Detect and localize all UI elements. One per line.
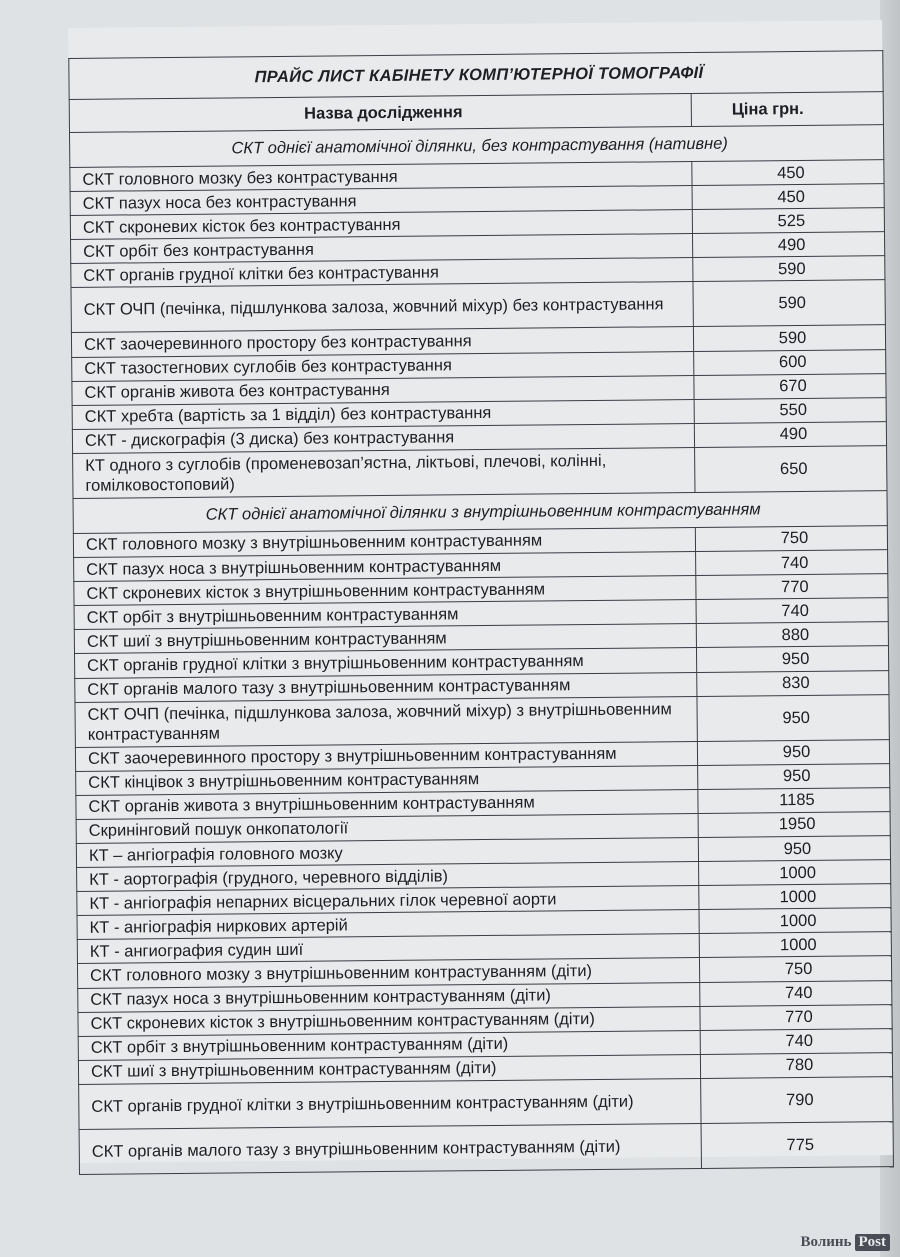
exam-name: СКТ органів малого тазу з внутрішньовенним контрастуванням (діти) (79, 1123, 701, 1174)
exam-name: СКТ скроневих кісток без контрастування (70, 210, 692, 240)
exam-name: СКТ хребта (вартість за 1 відділ) без контрастування (72, 399, 694, 429)
exam-price: 650 (695, 446, 887, 493)
exam-name: СКТ органів грудної клітки без контрастування (71, 258, 693, 288)
exam-name: СКТ органів живота без контрастування (72, 375, 694, 405)
exam-name: СКТ органів грудної клітки з внутрішньовенним контрастуванням (діти) (79, 1078, 701, 1129)
exam-name: КТ - аортографія (грудного, черевного відділів) (77, 862, 699, 892)
exam-name: СКТ органів грудної клітки з внутрішньовенним контрастуванням (75, 648, 697, 678)
exam-name: КТ одного з суглобів (променевозап’ястна, ліктьові, плечові, колінні, гомілковостоповий) (73, 447, 695, 498)
exam-price: 1185 (698, 787, 890, 813)
exam-name: СКТ заочеревинного простору без контрастування (71, 327, 693, 357)
table-row (75, 694, 889, 747)
price-table (68, 50, 894, 1175)
exam-price: 1000 (699, 932, 891, 958)
section-heading: СКТ однієї анатомічної ділянки з внутрішньовенним контрастуванням (73, 491, 887, 534)
exam-name: СКТ пазух носа без контрастування (70, 186, 692, 216)
exam-price: 770 (696, 574, 888, 600)
exam-price: 740 (700, 980, 892, 1006)
exam-price: 740 (700, 1028, 892, 1054)
exam-price: 1000 (699, 860, 891, 886)
document-title: ПРАЙС ЛИСТ КАБІНЕТУ КОМП’ЮТЕРНОЇ ТОМОГРАФІЇ (69, 51, 883, 100)
exam-price: 1000 (699, 884, 891, 910)
table-row (79, 1122, 893, 1175)
exam-price: 670 (694, 373, 886, 399)
exam-price: 950 (696, 646, 888, 672)
exam-price: 880 (696, 622, 888, 648)
exam-price: 1000 (699, 908, 891, 934)
exam-price: 590 (693, 256, 885, 282)
exam-name: КТ - ангіографія непарних вісцеральних гілок черевної аорти (77, 886, 699, 916)
exam-price: 525 (692, 208, 884, 234)
exam-name: КТ – ангіографія головного мозку (76, 837, 698, 867)
exam-name: СКТ скроневих кісток з внутрішньовенним контрастуванням (діти) (78, 1006, 700, 1036)
exam-name: СКТ ОЧП (печінка, підшлункова залоза, жовчний міхур) з внутрішньовенним контрастуванням (75, 696, 697, 747)
exam-price: 550 (694, 397, 886, 423)
exam-price: 950 (698, 836, 890, 862)
exam-name: СКТ головного мозку з внутрішньовенним контрастуванням (діти) (77, 958, 699, 988)
watermark-logo (801, 1234, 890, 1251)
exam-name: СКТ головного мозку без контрастування (70, 162, 692, 192)
exam-name: СКТ головного мозку з внутрішньовенним контрастуванням (73, 527, 695, 557)
exam-name: СКТ орбіт з внутрішньовенним контрастуванням (74, 600, 696, 630)
exam-name: СКТ шиї з внутрішньовенним контрастуванням (діти) (78, 1054, 700, 1084)
exam-name: СКТ скроневих кісток з внутрішньовенним контрастуванням (74, 576, 696, 606)
exam-name: СКТ шиї з внутрішньовенним контрастуванням (74, 624, 696, 654)
exam-price: 590 (693, 325, 885, 351)
exam-name: СКТ - дискографія (3 диска) без контрастування (72, 423, 694, 453)
exam-price: 950 (698, 763, 890, 789)
exam-name: СКТ тазостегнових суглобів без контрастування (72, 351, 694, 381)
exam-name: СКТ пазух носа з внутрішньовенним контрастуванням (74, 552, 696, 582)
exam-price: 830 (697, 670, 889, 696)
column-header-price: Ціна грн. (691, 92, 883, 127)
exam-name: Скринінговий пошук онкопатології (76, 813, 698, 843)
exam-price: 600 (694, 349, 886, 375)
exam-name: СКТ кінцівок з внутрішньовенним контрастуванням (76, 765, 698, 795)
exam-price: 790 (701, 1077, 893, 1124)
exam-price: 950 (697, 694, 889, 741)
exam-name: КТ - ангиография судин шиї (77, 934, 699, 964)
table-row (71, 280, 885, 333)
exam-name: СКТ ОЧП (печінка, підшлункова залоза, жовчний міхур) без контрастування (71, 282, 693, 333)
exam-name: СКТ пазух носа з внутрішньовенним контрастуванням (діти) (78, 982, 700, 1012)
watermark-brand: Волинь (800, 1234, 852, 1250)
exam-price: 450 (692, 160, 884, 186)
table-row (79, 1077, 893, 1130)
exam-name: СКТ заочеревинного простору з внутрішньовенним контрастуванням (75, 741, 697, 771)
exam-price: 775 (701, 1122, 893, 1169)
exam-price: 590 (693, 280, 885, 327)
exam-name: СКТ органів малого тазу з внутрішньовенним контрастуванням (75, 672, 697, 702)
exam-price: 450 (692, 184, 884, 210)
exam-price: 490 (693, 232, 885, 258)
exam-price: 740 (696, 598, 888, 624)
exam-price: 780 (700, 1052, 892, 1078)
exam-name: СКТ органів живота з внутрішньовенним контрастуванням (76, 789, 698, 819)
price-list-sheet (68, 20, 893, 1163)
exam-name: СКТ орбіт з внутрішньовенним контрастуванням (діти) (78, 1030, 700, 1060)
watermark-suffix: Post (855, 1234, 891, 1251)
exam-price: 750 (695, 526, 887, 552)
exam-name: КТ - ангіографія ниркових артерій (77, 910, 699, 940)
exam-price: 1950 (698, 812, 890, 838)
column-header-name: Назва дослідження (69, 94, 691, 133)
exam-price: 490 (694, 422, 886, 448)
exam-price: 770 (700, 1004, 892, 1030)
table-row (73, 446, 887, 499)
exam-price: 750 (699, 956, 891, 982)
exam-name: СКТ орбіт без контрастування (71, 234, 693, 264)
section-heading: СКТ однієї анатомічної ділянки, без контрастування (нативне) (70, 125, 884, 168)
exam-price: 740 (696, 550, 888, 576)
exam-price: 950 (697, 739, 889, 765)
